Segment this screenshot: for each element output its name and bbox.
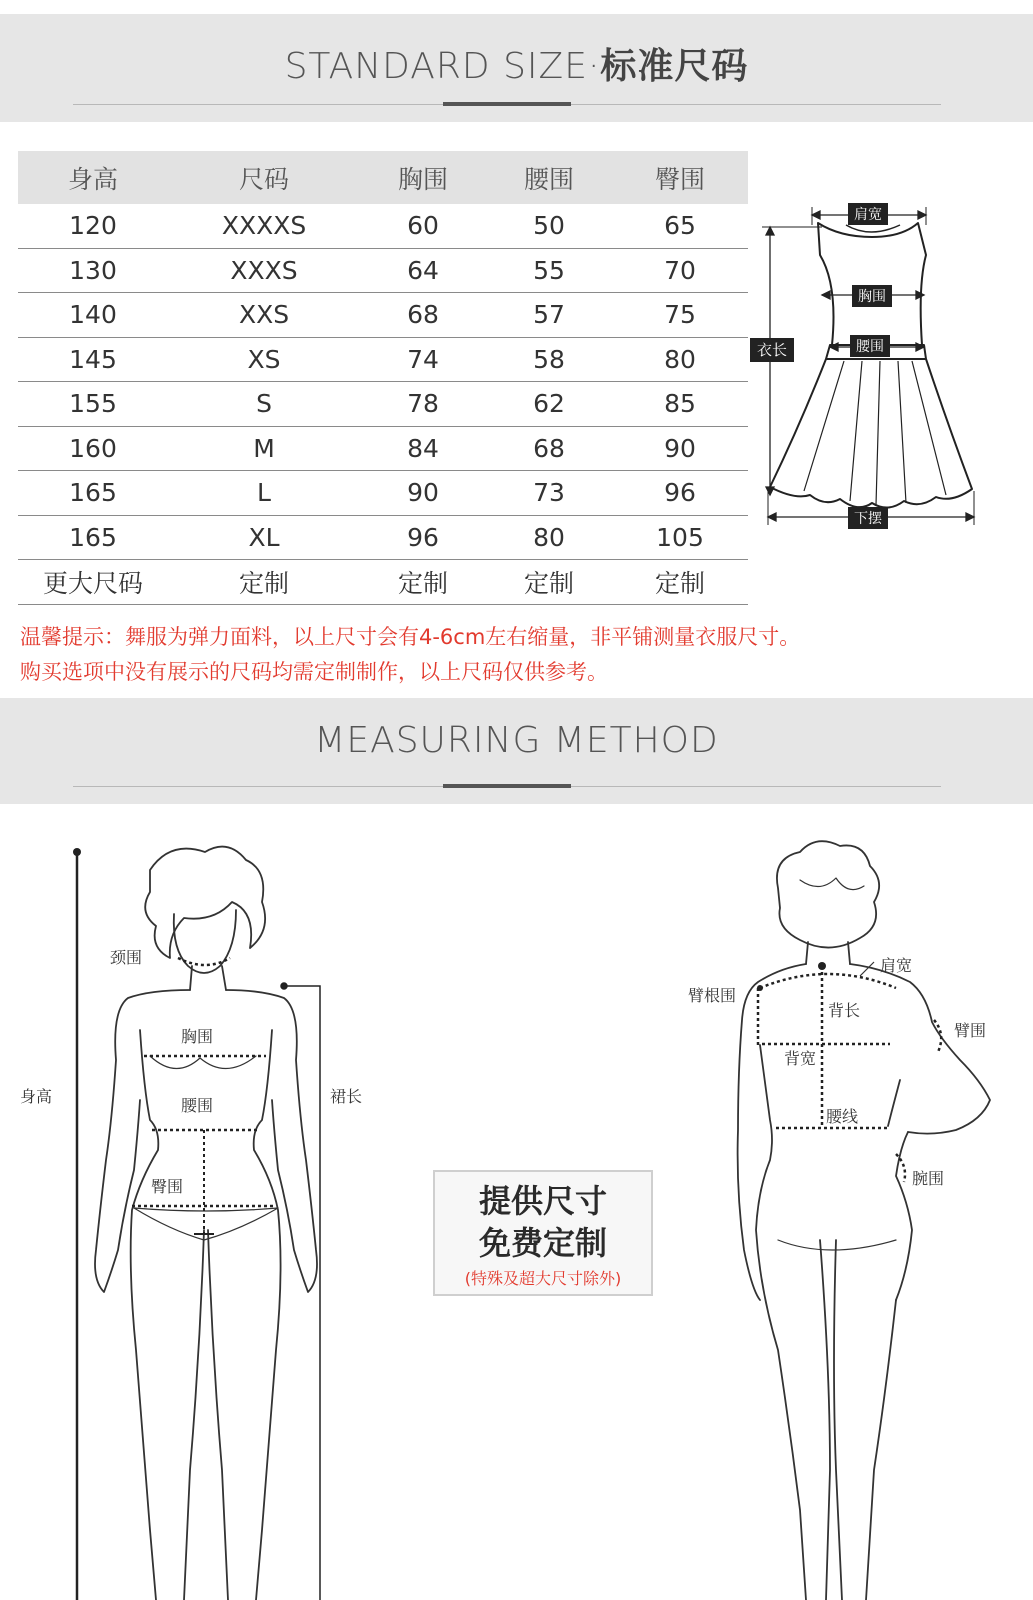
cell-hip: 90 bbox=[612, 426, 748, 471]
front-label-waist: 腰围 bbox=[181, 1096, 214, 1115]
dress-label-shoulder: 肩宽 bbox=[854, 207, 882, 223]
cell-waist: 62 bbox=[486, 382, 612, 427]
cell-size: M bbox=[168, 426, 360, 471]
custom-size-promo bbox=[433, 1170, 653, 1296]
shoulder-measure bbox=[760, 974, 896, 988]
table-row bbox=[18, 248, 748, 293]
cell-height: 165 bbox=[18, 471, 168, 516]
title-separator: · bbox=[587, 46, 601, 87]
table-row bbox=[18, 382, 748, 427]
cell-size: S bbox=[168, 382, 360, 427]
col-header-height: 身高 bbox=[18, 151, 168, 204]
cell-hip: 定制 bbox=[612, 560, 748, 605]
back-hair bbox=[777, 841, 879, 947]
back-label-arm: 臂围 bbox=[954, 1021, 987, 1040]
front-label-hip: 臀围 bbox=[151, 1177, 184, 1196]
cell-hip: 105 bbox=[612, 515, 748, 560]
cell-height: 145 bbox=[18, 337, 168, 382]
dress-label-chest: 胸围 bbox=[858, 289, 886, 305]
dress-bodice bbox=[818, 223, 926, 345]
size-table-header-row bbox=[18, 151, 748, 204]
size-table bbox=[18, 151, 748, 605]
cell-hip: 65 bbox=[612, 204, 748, 248]
back-figure bbox=[660, 830, 1033, 1600]
measuring-method-title: MEASURING METHOD bbox=[314, 720, 719, 761]
col-header-chest: 胸围 bbox=[360, 151, 486, 204]
dress-skirt bbox=[770, 359, 972, 508]
dress-diagram bbox=[740, 195, 990, 540]
cell-chest: 60 bbox=[360, 204, 486, 248]
cell-size: XXXS bbox=[168, 248, 360, 293]
dress-label-length: 衣长 bbox=[756, 341, 788, 359]
front-label-neck: 颈围 bbox=[110, 948, 143, 967]
col-header-size: 尺码 bbox=[168, 151, 360, 204]
tip-line-2: 购买选项中没有展示的尺码均需定制制作，以上尺码仅供参考。 bbox=[20, 660, 608, 684]
table-row bbox=[18, 293, 748, 338]
cell-height: 130 bbox=[18, 248, 168, 293]
back-label-wrist: 腕围 bbox=[912, 1169, 945, 1188]
promo-line-2: 免费定制 bbox=[478, 1224, 607, 1262]
cell-chest: 84 bbox=[360, 426, 486, 471]
cell-chest: 64 bbox=[360, 248, 486, 293]
front-label-chest: 胸围 bbox=[181, 1027, 214, 1046]
measuring-accent-bar bbox=[443, 784, 571, 788]
cell-height: 更大尺码 bbox=[18, 560, 168, 605]
header-accent-bar bbox=[443, 102, 571, 106]
cell-waist: 58 bbox=[486, 337, 612, 382]
cell-size: XXXXS bbox=[168, 204, 360, 248]
cell-waist: 80 bbox=[486, 515, 612, 560]
promo-note: (特殊及超大尺寸除外) bbox=[464, 1269, 622, 1288]
cell-chest: 78 bbox=[360, 382, 486, 427]
cell-waist: 55 bbox=[486, 248, 612, 293]
front-hair bbox=[145, 847, 265, 958]
cell-chest: 96 bbox=[360, 515, 486, 560]
cell-waist: 定制 bbox=[486, 560, 612, 605]
cell-height: 155 bbox=[18, 382, 168, 427]
cell-chest: 定制 bbox=[360, 560, 486, 605]
front-figure bbox=[0, 830, 420, 1600]
cell-hip: 80 bbox=[612, 337, 748, 382]
title-zh: 标准尺码 bbox=[600, 46, 749, 87]
cell-waist: 73 bbox=[486, 471, 612, 516]
cell-height: 160 bbox=[18, 426, 168, 471]
cell-size: XS bbox=[168, 337, 360, 382]
back-label-shoulder: 肩宽 bbox=[880, 956, 913, 975]
front-label-skirt-length: 裙长 bbox=[330, 1087, 363, 1106]
cell-chest: 90 bbox=[360, 471, 486, 516]
back-label-back-width: 背宽 bbox=[784, 1049, 817, 1068]
cell-waist: 68 bbox=[486, 426, 612, 471]
cell-height: 120 bbox=[18, 204, 168, 248]
cell-height: 140 bbox=[18, 293, 168, 338]
cell-hip: 96 bbox=[612, 471, 748, 516]
table-row bbox=[18, 204, 748, 248]
dress-label-waist: 腰围 bbox=[856, 339, 884, 355]
cell-size: L bbox=[168, 471, 360, 516]
table-row bbox=[18, 560, 748, 605]
tip-line-1: 温馨提示：舞服为弹力面料，以上尺寸会有4-6cm左右缩量，非平铺测量衣服尺寸。 bbox=[20, 625, 801, 649]
back-label-waistline: 腰线 bbox=[826, 1107, 859, 1126]
col-header-waist: 腰围 bbox=[486, 151, 612, 204]
table-row bbox=[18, 426, 748, 471]
standard-size-title bbox=[0, 38, 1033, 89]
cell-waist: 57 bbox=[486, 293, 612, 338]
cell-chest: 74 bbox=[360, 337, 486, 382]
table-row bbox=[18, 515, 748, 560]
cell-waist: 50 bbox=[486, 204, 612, 248]
cell-hip: 85 bbox=[612, 382, 748, 427]
table-row bbox=[18, 471, 748, 516]
front-body-outline bbox=[95, 990, 190, 1292]
front-label-height: 身高 bbox=[20, 1087, 53, 1106]
cell-size: XXS bbox=[168, 293, 360, 338]
cell-hip: 70 bbox=[612, 248, 748, 293]
dress-label-hem: 下摆 bbox=[854, 511, 882, 527]
cell-height: 165 bbox=[18, 515, 168, 560]
back-label-back-length: 背长 bbox=[828, 1001, 861, 1020]
col-header-hip: 臀围 bbox=[612, 151, 748, 204]
cell-hip: 75 bbox=[612, 293, 748, 338]
cell-size: XL bbox=[168, 515, 360, 560]
table-row bbox=[18, 337, 748, 382]
back-label-arm-root: 臂根围 bbox=[688, 986, 737, 1005]
promo-line-1: 提供尺寸 bbox=[478, 1182, 607, 1220]
cell-chest: 68 bbox=[360, 293, 486, 338]
title-en: STANDARD SIZE bbox=[284, 46, 588, 87]
cell-size: 定制 bbox=[168, 560, 360, 605]
